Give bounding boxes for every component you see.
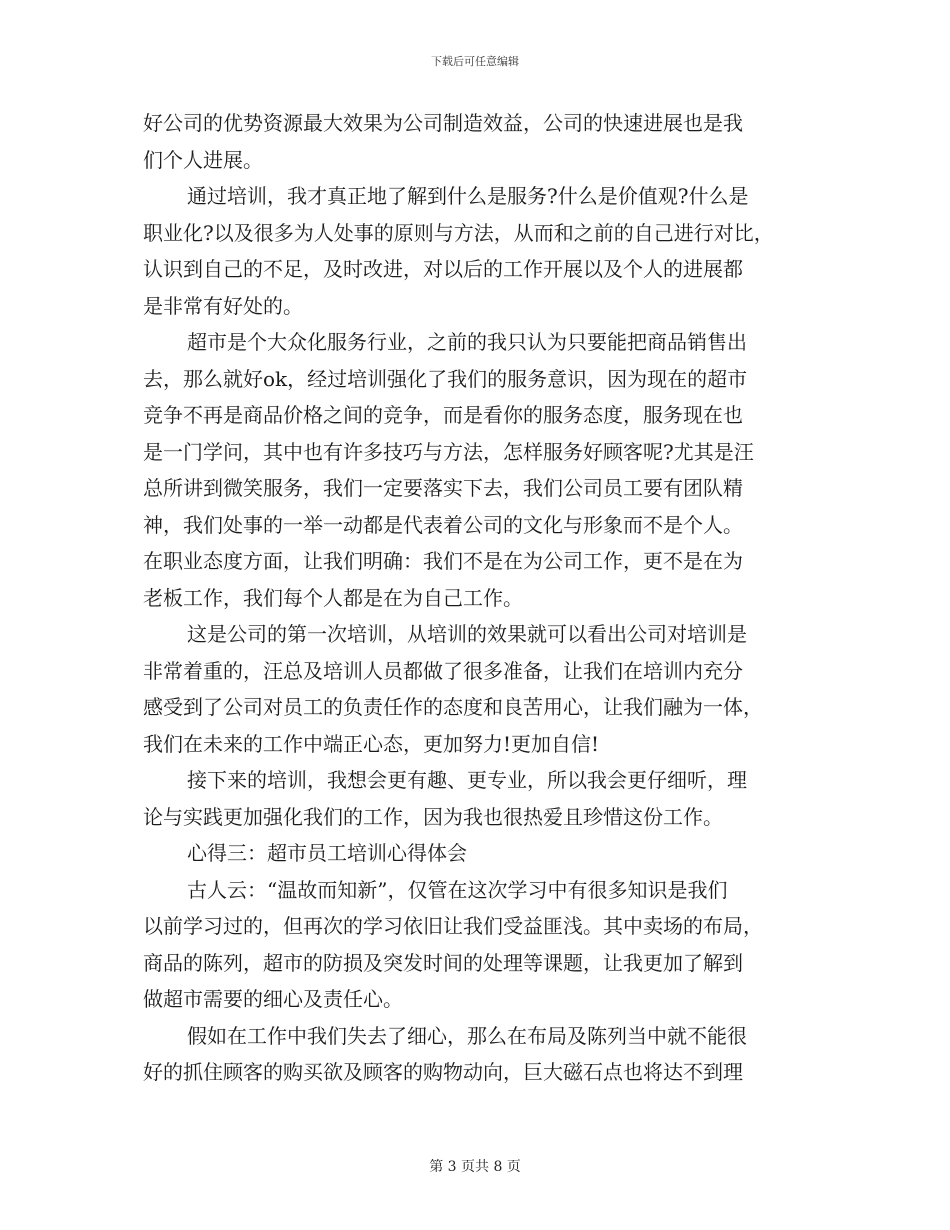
document-body xyxy=(143,105,803,1091)
text-line: 是非常有好处的。 xyxy=(143,293,303,318)
text-line: 心得三：超市员工培训心得体会 xyxy=(187,841,467,865)
text-line: 是一门学问，其中也有许多技巧与方法，怎样服务好顾客呢?尤其是汪 xyxy=(143,439,754,464)
text-line: 超市是个大众化服务行业，之前的我只认为只要能把商品销售出 xyxy=(187,330,747,354)
text-line: 古人云：“温故而知新”，仅管在这次学习中有很多知识是我们 xyxy=(187,877,728,902)
text-line: 在职业态度方面，让我们明确：我们不是在为公司工作，更不是在为 xyxy=(143,549,743,573)
text-line: 职业化?以及很多为人处事的原则与方法，从而和之前的自己进行对比， xyxy=(143,220,774,245)
text-line: 论与实践更加强化我们的工作，因为我也很热爱且珍惜这份工作。 xyxy=(143,804,723,829)
text-line: 这是公司的第一次培训，从培训的效果就可以看出公司对培训是 xyxy=(187,622,747,646)
text-line: 总所讲到微笑服务，我们一定要落实下去，我们公司员工要有团队精 xyxy=(143,476,743,500)
text-line: 去，那么就好ok，经过培训强化了我们的服务意识，因为现在的超市 xyxy=(143,366,748,391)
text-line: 老板工作，我们每个人都是在为自己工作。 xyxy=(143,585,523,610)
text-line: 们个人进展。 xyxy=(143,147,263,172)
text-line: 神，我们处事的一举一动都是代表着公司的文化与形象而不是个人。 xyxy=(143,512,743,537)
page-footer: 第 3 页共 8 页 xyxy=(429,1159,521,1175)
text-line: 感受到了公司对员工的负责任作的态度和良苦用心，让我们融为一体， xyxy=(143,695,763,719)
text-line: 好公司的优势资源最大效果为公司制造效益，公司的快速进展也是我 xyxy=(143,111,743,135)
page-header: 下载后可任意编辑 xyxy=(431,55,519,68)
text-line: 以前学习过的，但再次的学习依旧让我们受益匪浅。其中卖场的布局， xyxy=(143,914,763,938)
text-line: 竞争不再是商品价格之间的竞争，而是看你的服务态度，服务现在也 xyxy=(143,403,743,427)
text-line: 好的抓住顾客的购买欲及顾客的购物动向，巨大磁石点也将达不到理 xyxy=(143,1060,743,1084)
text-line: 认识到自己的不足，及时改进，对以后的工作开展以及个人的进展都 xyxy=(143,257,743,281)
text-line: 非常着重的，汪总及培训人员都做了很多准备，让我们在培训内充分 xyxy=(143,658,743,683)
text-line: 接下来的培训，我想会更有趣、更专业，所以我会更仔细听，理 xyxy=(187,768,747,792)
text-line: 我们在未来的工作中端正心态，更加努力!更加自信! xyxy=(143,731,600,756)
text-line: 通过培训，我才真正地了解到什么是服务?什么是价值观?什么是 xyxy=(187,184,749,208)
text-line: 做超市需要的细心及责任心。 xyxy=(143,987,403,1011)
text-line: 假如在工作中我们失去了细心，那么在布局及陈列当中就不能很 xyxy=(187,1023,747,1048)
text-line: 商品的陈列，超市的防损及突发时间的处理等课题，让我更加了解到 xyxy=(143,950,743,975)
